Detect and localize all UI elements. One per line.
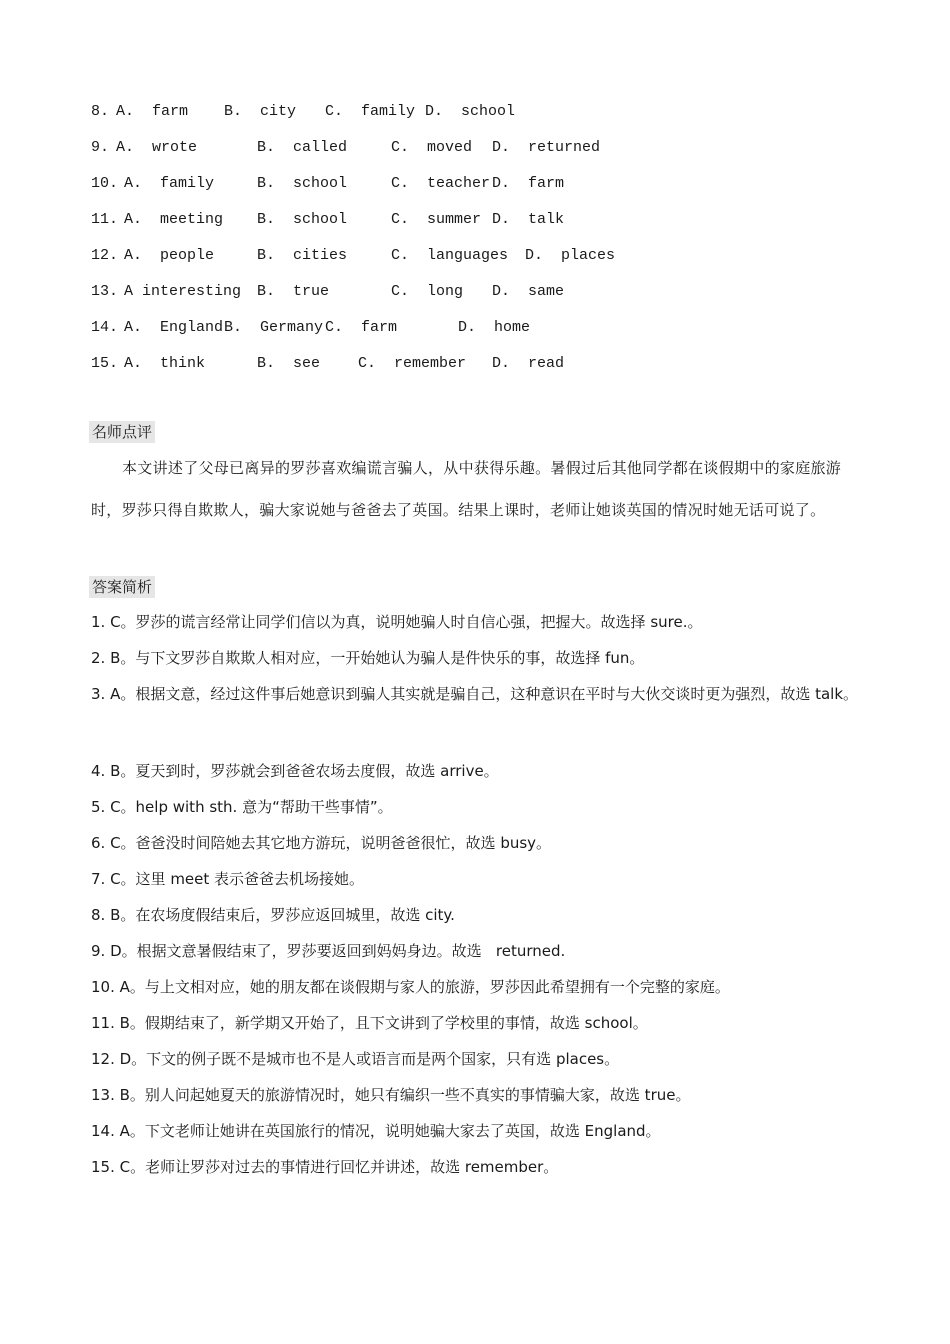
- option-a: A. family: [124, 175, 215, 192]
- question-number: 8.: [91, 103, 110, 120]
- option-a: A. think: [124, 355, 206, 372]
- question-number: 9.: [91, 139, 110, 156]
- option-b: B. school: [257, 175, 348, 192]
- option-a: A. people: [124, 247, 215, 264]
- option-c: C. summer: [391, 211, 482, 228]
- option-d: D. school: [425, 103, 516, 120]
- answer-item-2: 2. B。与下文罗莎自欺欺人相对应，一开始她认为骗人是件快乐的事，故选择 fun。: [91, 649, 645, 667]
- question-row-13: [91, 281, 565, 303]
- question-row-9: [91, 137, 601, 159]
- answer-item-6: 6. C。爸爸没时间陪她去其它地方游玩，说明爸爸很忙，故选 busy。: [91, 834, 552, 852]
- answer-item-7: 7. C。这里 meet 表示爸爸去机场接她。: [91, 870, 365, 888]
- option-d: D. places: [525, 247, 616, 264]
- option-a: A. wrote: [116, 139, 198, 156]
- option-b: B. city: [224, 103, 297, 120]
- option-c: C. languages: [391, 247, 509, 264]
- answer-item-5: 5. C。help with sth. 意为“帮助干些事情”。: [91, 798, 393, 816]
- answer-item-15: 15. C。老师让罗莎对过去的事情进行回忆并讲述，故选 remember。: [91, 1158, 559, 1176]
- question-row-14: [91, 317, 531, 339]
- answer-item-4: 4. B。夏天到时，罗莎就会到爸爸农场去度假，故选 arrive。: [91, 762, 499, 780]
- answer-item-12: 12. D。下文的例子既不是城市也不是人或语言而是两个国家，只有选 places。: [91, 1050, 620, 1068]
- option-b: B. Germany: [224, 319, 324, 336]
- option-c: C. farm: [325, 319, 398, 336]
- option-c: C. moved: [391, 139, 473, 156]
- option-b: B. called: [257, 139, 348, 156]
- option-d: D. returned: [492, 139, 601, 156]
- option-c: C. teacher: [391, 175, 491, 192]
- answer-heading: 答案简析: [89, 576, 155, 598]
- question-number: 11.: [91, 211, 119, 228]
- option-d: D. talk: [492, 211, 565, 228]
- option-d: D. read: [492, 355, 565, 372]
- question-number: 15.: [91, 355, 119, 372]
- answer-item-8: 8. B。在农场度假结束后，罗莎应返回城里，故选 city.: [91, 906, 455, 924]
- answer-item-14: 14. A。下文老师让她讲在英国旅行的情况，说明她骗大家去了英国，故选 England。: [91, 1122, 661, 1140]
- option-b: B. true: [257, 283, 330, 300]
- question-row-12: [91, 245, 616, 267]
- option-c: C. remember: [358, 355, 467, 372]
- comment-paragraph: 本文讲述了父母已离异的罗莎喜欢编谎言骗人，从中获得乐趣。暑假过后其他同学都在谈假期中的家庭旅游时，罗莎只得自欺欺人，骗大家说她与爸爸去了英国。结果上课时，老师让她谈英国的情况时她无话可说了。: [91, 459, 842, 519]
- option-b: B. school: [257, 211, 348, 228]
- question-row-15: [91, 353, 565, 375]
- question-row-10: [91, 173, 565, 195]
- answer-item-3-text: 3. A。根据文意，经过这件事后她意识到骗人其实就是骗自己，这种意识在平时与大伙交谈时更为强烈，故选 talk。: [91, 685, 859, 703]
- answer-item-9: 9. D。根据文意暑假结束了，罗莎要返回到妈妈身边。故选 returned.: [91, 942, 566, 960]
- question-number: 12.: [91, 247, 119, 264]
- question-number: 13.: [91, 283, 119, 300]
- option-c: C. long: [391, 283, 464, 300]
- option-d: D. home: [458, 319, 531, 336]
- question-number: 14.: [91, 319, 119, 336]
- question-row-11: [91, 209, 565, 231]
- option-a: A. England: [124, 319, 224, 336]
- answer-item-13: 13. B。别人问起她夏天的旅游情况时，她只有编织一些不真实的事情骗大家，故选 true。: [91, 1086, 691, 1104]
- option-c: C. family: [325, 103, 416, 120]
- option-b: B. cities: [257, 247, 348, 264]
- answer-item-1: 1. C。罗莎的谎言经常让同学们信以为真，说明她骗人时自信心强，把握大。故选择 sure.。: [91, 613, 703, 631]
- option-d: D. same: [492, 283, 565, 300]
- option-d: D. farm: [492, 175, 565, 192]
- option-b: B. see: [257, 355, 321, 372]
- option-a: A interesting: [124, 283, 242, 300]
- question-row-8: [91, 101, 516, 123]
- answer-item-11: 11. B。假期结束了，新学期又开始了，且下文讲到了学校里的事情，故选 school。: [91, 1014, 648, 1032]
- answer-item-10: 10. A。与上文相对应，她的朋友都在谈假期与家人的旅游，罗莎因此希望拥有一个完整的家庭。: [91, 978, 730, 996]
- option-a: A. farm: [116, 103, 189, 120]
- question-number: 10.: [91, 175, 119, 192]
- option-a: A. meeting: [124, 211, 224, 228]
- comment-heading: 名师点评: [89, 421, 155, 443]
- answer-item-3: [91, 673, 881, 715]
